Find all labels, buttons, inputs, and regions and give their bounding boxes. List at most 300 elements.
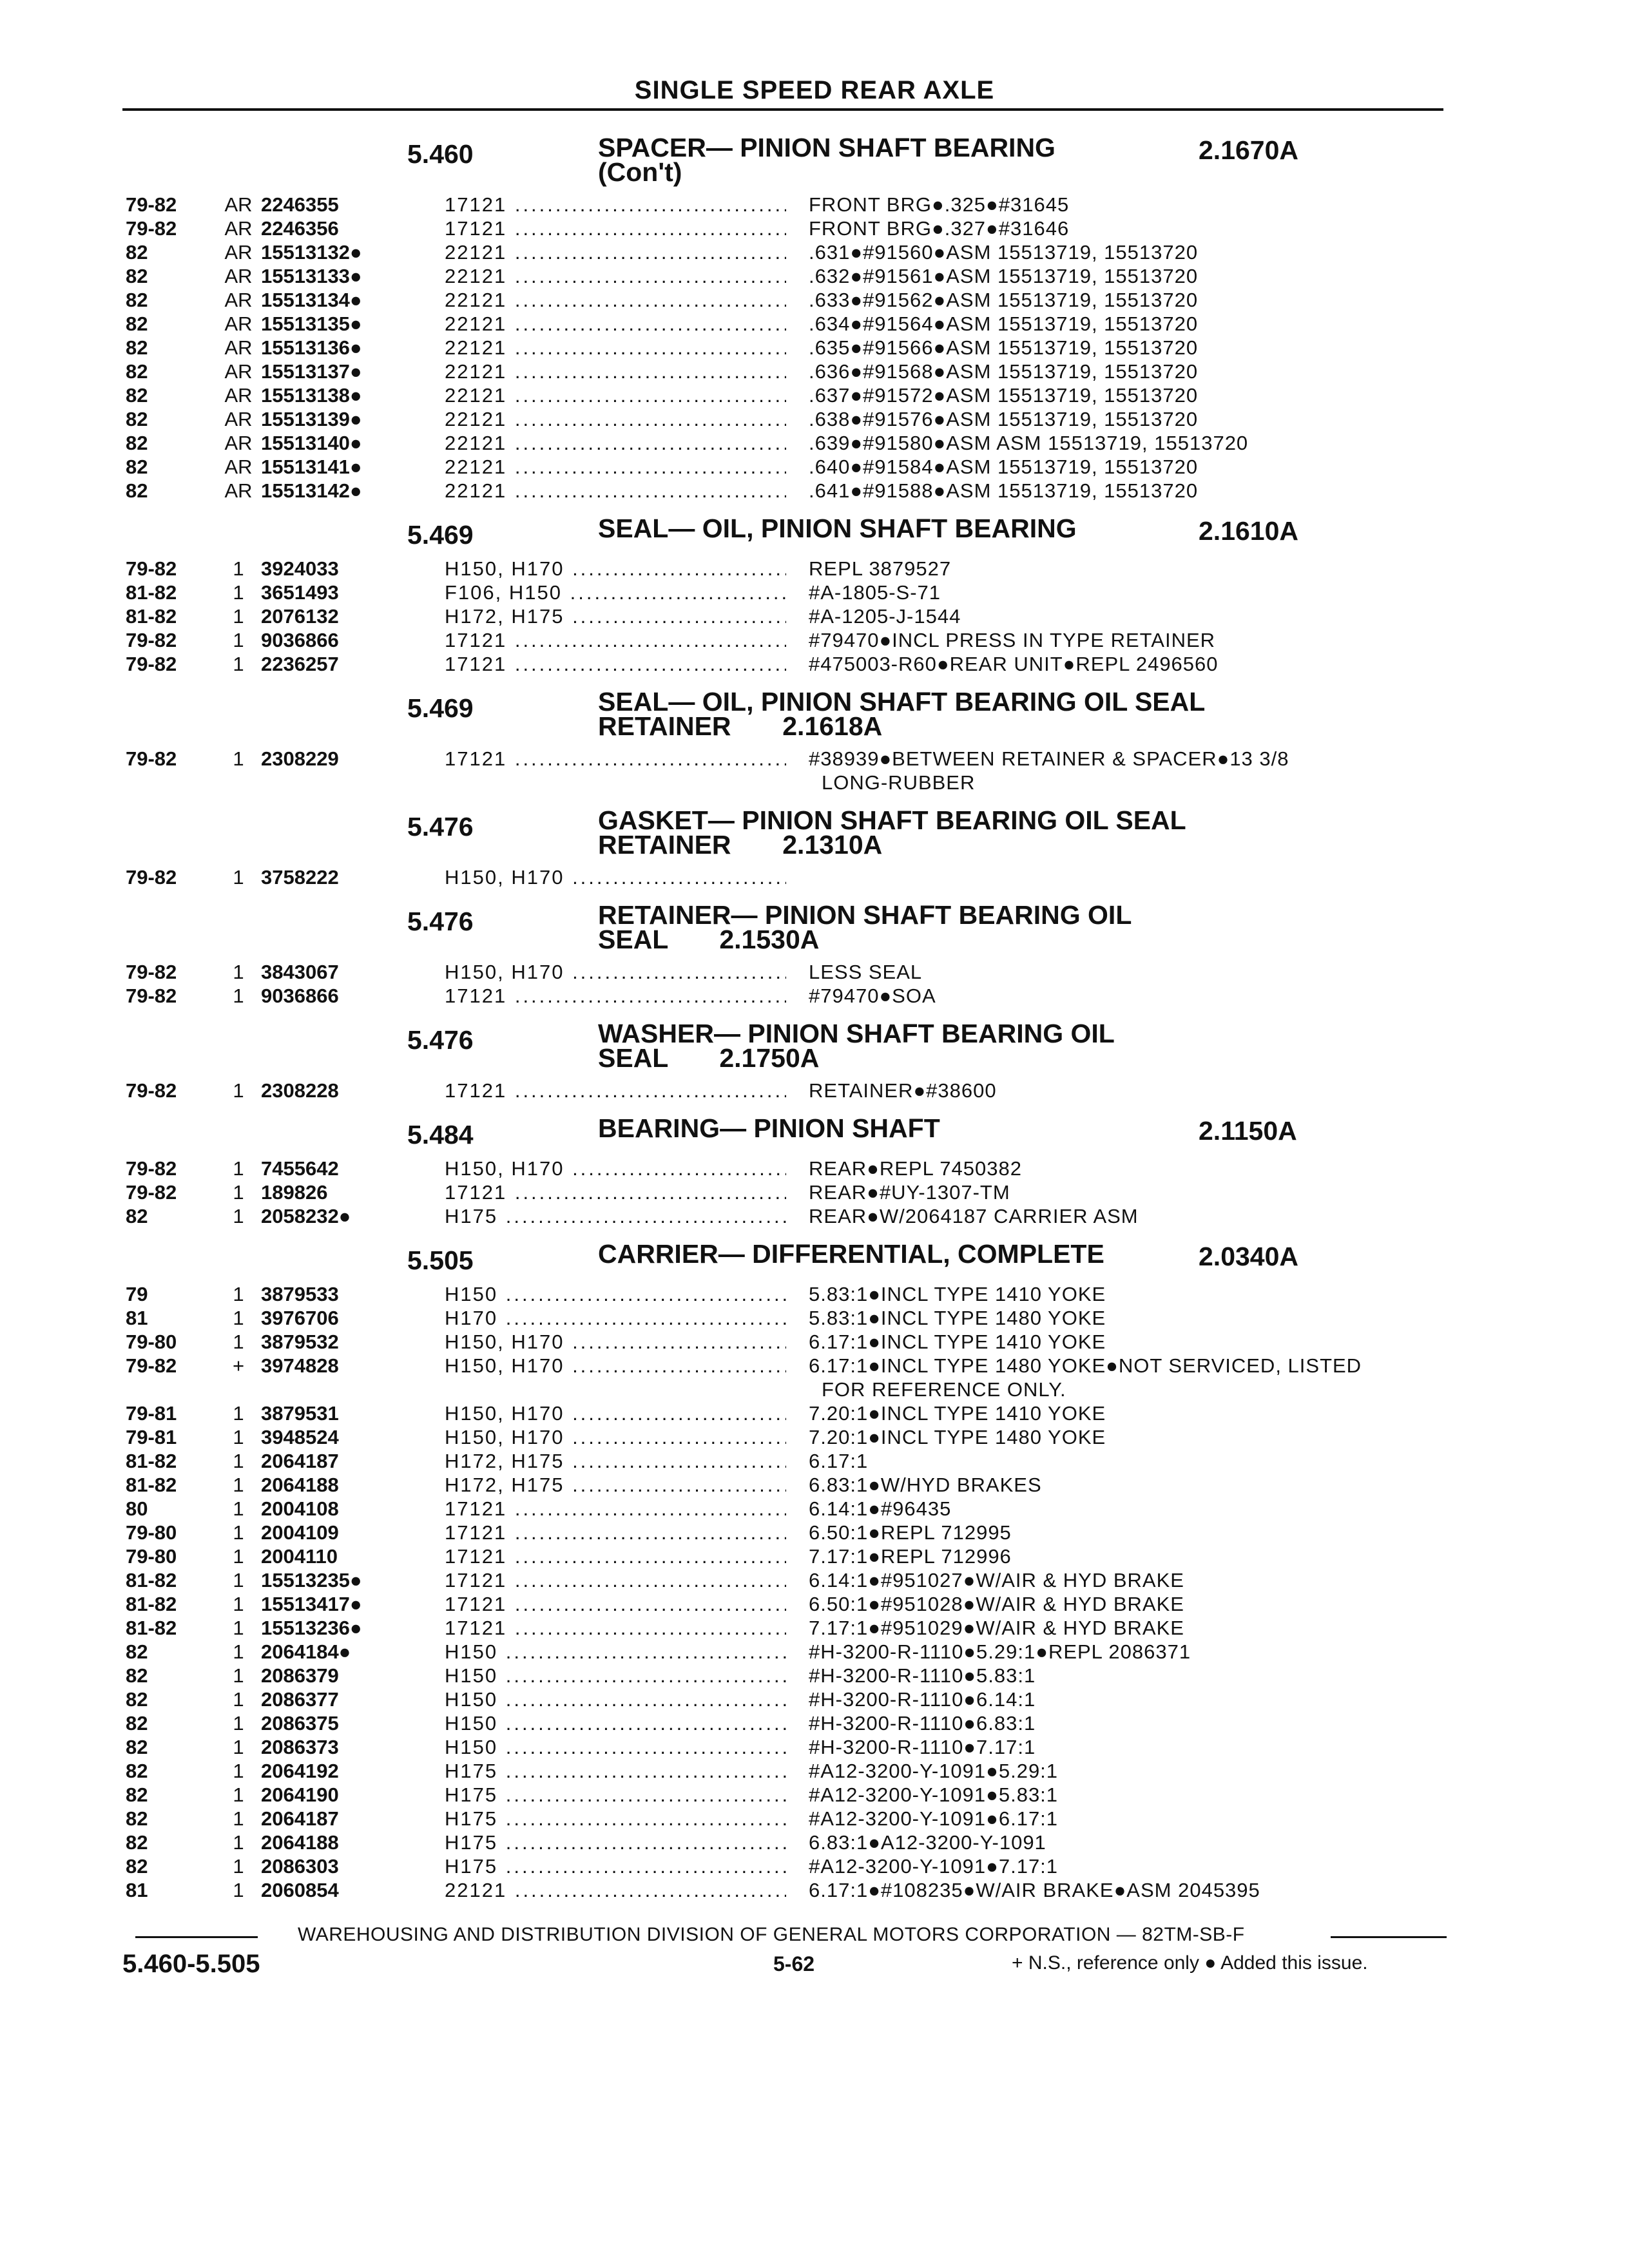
table-row <box>0 1615 1629 1639</box>
description: #A-1205-J-1544 <box>809 605 961 628</box>
table-row <box>0 1639 1629 1663</box>
quantity: AR <box>224 360 253 383</box>
model-code: H150 ..... <box>445 1664 786 1687</box>
model-year: 79 <box>126 1283 148 1305</box>
model-code: 17121 ..... <box>445 1181 786 1204</box>
quantity: 1 <box>233 1181 244 1204</box>
part-number: 2086377 <box>261 1688 339 1711</box>
table-row <box>0 1663 1629 1687</box>
table-row <box>0 1472 1629 1496</box>
table-row <box>0 1878 1629 1901</box>
quantity: 1 <box>233 1157 244 1180</box>
quantity: 1 <box>233 985 244 1007</box>
table-row <box>0 240 1629 264</box>
table-row <box>0 1806 1629 1830</box>
model-year: 81-82 <box>126 605 177 628</box>
section-header <box>0 1239 1629 1282</box>
quantity: 1 <box>233 1497 244 1520</box>
section-title <box>598 900 1132 954</box>
table-row <box>0 1520 1629 1544</box>
model-code: 17121 ..... <box>445 1569 786 1592</box>
model-code: 17121 ..... <box>445 653 786 676</box>
table-row <box>0 580 1629 604</box>
table-row <box>0 556 1629 580</box>
footer-publisher: WAREHOUSING AND DISTRIBUTION DIVISION OF GENERAL MOTORS CORPORATION — 82TM-SB-F <box>298 1924 1245 1945</box>
section-header <box>0 900 1629 959</box>
part-number: 15513133● <box>261 265 362 287</box>
quantity: 1 <box>233 1079 244 1102</box>
model-year: 81-82 <box>126 1474 177 1496</box>
quantity: 1 <box>233 961 244 983</box>
page-title: SINGLE SPEED REAR AXLE <box>634 76 995 104</box>
description: #H-3200-R-1110●6.83:1 <box>809 1712 1036 1735</box>
model-year: 79-82 <box>126 193 177 216</box>
part-number: 15513137● <box>261 360 362 383</box>
table-row <box>0 407 1629 430</box>
section-code: 2.1150A <box>1199 1116 1297 1146</box>
model-code: H150, H170 ..... <box>445 1331 786 1354</box>
part-number: 2004110 <box>261 1545 338 1568</box>
model-code: H175 ..... <box>445 1831 786 1854</box>
model-year: 82 <box>126 312 148 335</box>
quantity: 1 <box>233 1426 244 1448</box>
section-number: 5.476 <box>407 1025 474 1055</box>
part-number: 3976706 <box>261 1307 339 1329</box>
quantity: AR <box>224 241 253 264</box>
part-number: 2086375 <box>261 1712 339 1735</box>
part-number: 3879533 <box>261 1283 339 1305</box>
model-code: 22121 ..... <box>445 241 786 264</box>
table-row <box>0 1591 1629 1615</box>
section-title-line: RETAINER— PINION SHAFT BEARING OIL <box>598 900 1132 930</box>
model-year: 82 <box>126 289 148 311</box>
description: #H-3200-R-1110●5.29:1●REPL 2086371 <box>809 1640 1191 1663</box>
description: 7.17:1●#951029●W/AIR & HYD BRAKE <box>809 1617 1184 1639</box>
model-year: 80 <box>126 1497 148 1520</box>
table-row <box>0 1180 1629 1204</box>
description: 6.50:1●REPL 712995 <box>809 1521 1012 1544</box>
description-line: FOR REFERENCE ONLY. <box>822 1378 1066 1401</box>
section-number: 5.476 <box>407 812 474 841</box>
model-year: 79-82 <box>126 557 177 580</box>
description: 6.17:1●INCL TYPE 1410 YOKE <box>809 1331 1106 1353</box>
part-number: 2064187 <box>261 1450 339 1472</box>
part-number: 2308229 <box>261 747 339 770</box>
quantity: AR <box>224 265 253 287</box>
quantity: 1 <box>233 629 244 651</box>
model-code: 17121 ..... <box>445 1079 786 1102</box>
model-year: 79-82 <box>126 747 177 770</box>
model-year: 82 <box>126 456 148 478</box>
description: .631●#91560●ASM 15513719, 15513720 <box>809 241 1199 264</box>
section-title-line: (Con't) <box>598 157 682 187</box>
model-year: 82 <box>126 1640 148 1663</box>
table-row <box>0 1496 1629 1520</box>
section-header <box>0 135 1629 192</box>
table-row <box>0 628 1629 651</box>
quantity: 1 <box>233 1205 244 1227</box>
description: #A12-3200-Y-1091●7.17:1 <box>809 1855 1059 1878</box>
quantity: 1 <box>233 1712 244 1735</box>
model-year: 82 <box>126 360 148 383</box>
model-year: 79-80 <box>126 1545 177 1568</box>
part-number: 15513235● <box>261 1569 362 1591</box>
description: REAR●W/2064187 CARRIER ASM <box>809 1205 1139 1227</box>
part-number: 2308228 <box>261 1079 339 1102</box>
model-year: 82 <box>126 1807 148 1830</box>
model-code: 17121 ..... <box>445 985 786 1008</box>
footer-rule-left <box>135 1936 258 1938</box>
footer-section-range: 5.460-5.505 <box>122 1950 260 1978</box>
table-row <box>0 865 1629 889</box>
description: .640●#91584●ASM 15513719, 15513720 <box>809 456 1199 478</box>
description: .634●#91564●ASM 15513719, 15513720 <box>809 312 1199 335</box>
quantity: 1 <box>233 1307 244 1329</box>
part-number: 2086303 <box>261 1855 339 1878</box>
model-year: 81 <box>126 1307 148 1329</box>
quantity: 1 <box>233 1569 244 1591</box>
model-year: 79-81 <box>126 1402 177 1425</box>
model-year: 82 <box>126 241 148 264</box>
description: #H-3200-R-1110●5.83:1 <box>809 1664 1036 1687</box>
table-row <box>0 478 1629 502</box>
model-code: 22121 ..... <box>445 456 786 479</box>
footer-page-number: 5-62 <box>773 1952 815 1975</box>
description-line: LONG-RUBBER <box>822 771 976 794</box>
part-number: 3974828 <box>261 1354 339 1377</box>
model-code: H150 ..... <box>445 1712 786 1735</box>
section-number: 5.484 <box>407 1120 474 1149</box>
part-number: 3879531 <box>261 1402 339 1425</box>
model-year: 81-82 <box>126 1569 177 1591</box>
section-number: 5.469 <box>407 520 474 550</box>
table-row <box>0 651 1629 675</box>
model-year: 82 <box>126 1783 148 1806</box>
section-title <box>598 516 1077 541</box>
section-title <box>598 1113 940 1143</box>
model-year: 82 <box>126 1664 148 1687</box>
table-row <box>0 1305 1629 1329</box>
model-year: 79-82 <box>126 629 177 651</box>
section-header <box>0 516 1629 556</box>
description: LESS SEAL <box>809 961 923 983</box>
model-year: 79-82 <box>126 961 177 983</box>
quantity: 1 <box>233 1402 244 1425</box>
model-code: 22121 ..... <box>445 336 786 360</box>
quantity: 1 <box>233 1760 244 1782</box>
description: #79470●INCL PRESS IN TYPE RETAINER <box>809 629 1216 651</box>
table-row <box>0 1078 1629 1102</box>
part-number: 3879532 <box>261 1331 339 1353</box>
model-year: 79-82 <box>126 985 177 1007</box>
part-number: 2058232● <box>261 1205 351 1227</box>
model-code: H150, H170 ..... <box>445 1402 786 1425</box>
description: REPL 3879527 <box>809 557 952 580</box>
quantity: 1 <box>233 1283 244 1305</box>
part-number: 3948524 <box>261 1426 339 1448</box>
description: #A12-3200-Y-1091●5.83:1 <box>809 1783 1059 1806</box>
section-title-line: BEARING— PINION SHAFT <box>598 1113 940 1143</box>
section-header <box>0 1113 1629 1156</box>
quantity: AR <box>224 312 253 335</box>
description-continuation <box>0 1377 1629 1401</box>
model-year: 82 <box>126 408 148 430</box>
quantity: 1 <box>233 581 244 604</box>
model-code: 22121 ..... <box>445 360 786 383</box>
description: FRONT BRG●.325●#31645 <box>809 193 1070 216</box>
section-title-line: SEAL 2.1750A <box>598 1043 820 1073</box>
model-code: 22121 ..... <box>445 312 786 336</box>
quantity: 1 <box>233 1331 244 1353</box>
section-header <box>0 1021 1629 1078</box>
parts-catalog-body <box>0 135 1629 1916</box>
model-year: 81-82 <box>126 1593 177 1615</box>
description: 6.50:1●#951028●W/AIR & HYD BRAKE <box>809 1593 1184 1615</box>
description: 6.14:1●#96435 <box>809 1497 952 1520</box>
description: .633●#91562●ASM 15513719, 15513720 <box>809 289 1199 311</box>
table-row <box>0 1711 1629 1735</box>
table-row <box>0 264 1629 287</box>
section-title-line: SEAL 2.1530A <box>598 925 820 954</box>
model-code: H150 ..... <box>445 1640 786 1664</box>
quantity: 1 <box>233 1807 244 1830</box>
model-code: H172, H175 ..... <box>445 605 786 628</box>
part-number: 3843067 <box>261 961 339 983</box>
part-number: 2076132 <box>261 605 339 628</box>
description: 6.83:1●W/HYD BRAKES <box>809 1474 1042 1496</box>
quantity: 1 <box>233 1450 244 1472</box>
description: .635●#91566●ASM 15513719, 15513720 <box>809 336 1199 359</box>
section-title <box>598 1019 1115 1073</box>
model-code: H175 ..... <box>445 1205 786 1228</box>
model-code: H150, H170 ..... <box>445 866 786 889</box>
part-number: 9036866 <box>261 985 339 1007</box>
model-code: H172, H175 ..... <box>445 1450 786 1473</box>
model-year: 82 <box>126 432 148 454</box>
table-row <box>0 1448 1629 1472</box>
model-code: F106, H150 ..... <box>445 581 786 604</box>
description: #H-3200-R-1110●7.17:1 <box>809 1736 1036 1758</box>
part-number: 15513142● <box>261 479 362 502</box>
section-title-line: CARRIER— DIFFERENTIAL, COMPLETE <box>598 1239 1104 1269</box>
section-number: 5.476 <box>407 907 474 936</box>
model-year: 82 <box>126 1736 148 1758</box>
part-number: 15513236● <box>261 1617 362 1639</box>
description: 7.20:1●INCL TYPE 1480 YOKE <box>809 1426 1106 1448</box>
description: 6.17:1●INCL TYPE 1480 YOKE●NOT SERVICED, LISTED <box>809 1354 1362 1377</box>
part-number: 7455642 <box>261 1157 339 1180</box>
section-header <box>0 689 1629 746</box>
part-number: 2064188 <box>261 1831 339 1854</box>
description: #A-1805-S-71 <box>809 581 941 604</box>
description: 5.83:1●INCL TYPE 1410 YOKE <box>809 1283 1106 1305</box>
description: REAR●REPL 7450382 <box>809 1157 1022 1180</box>
model-year: 82 <box>126 384 148 407</box>
model-code: H150, H170 ..... <box>445 1426 786 1449</box>
model-year: 79-80 <box>126 1331 177 1353</box>
model-year: 81-82 <box>126 1450 177 1472</box>
description: REAR●#UY-1307-TM <box>809 1181 1010 1204</box>
model-year: 82 <box>126 1712 148 1735</box>
model-year: 82 <box>126 1855 148 1878</box>
description: #H-3200-R-1110●6.14:1 <box>809 1688 1036 1711</box>
quantity: 1 <box>233 1879 244 1901</box>
section-title-line: SEAL— OIL, PINION SHAFT BEARING OIL SEAL <box>598 687 1206 716</box>
model-code: H150, H170 ..... <box>445 1354 786 1378</box>
part-number: 2086379 <box>261 1664 339 1687</box>
section-title-line: SEAL— OIL, PINION SHAFT BEARING <box>598 514 1077 543</box>
part-number: 2246356 <box>261 217 339 240</box>
model-year: 82 <box>126 265 148 287</box>
model-code: 17121 ..... <box>445 629 786 652</box>
description: FRONT BRG●.327●#31646 <box>809 217 1070 240</box>
model-year: 79-82 <box>126 1079 177 1102</box>
quantity: 1 <box>233 1831 244 1854</box>
quantity: 1 <box>233 1688 244 1711</box>
quantity: AR <box>224 432 253 454</box>
model-code: 22121 ..... <box>445 479 786 503</box>
description: .638●#91576●ASM 15513719, 15513720 <box>809 408 1199 430</box>
model-year: 79-81 <box>126 1426 177 1448</box>
model-year: 79-82 <box>126 653 177 675</box>
description: 5.83:1●INCL TYPE 1480 YOKE <box>809 1307 1106 1329</box>
part-number: 2004109 <box>261 1521 339 1544</box>
model-code: 22121 ..... <box>445 384 786 407</box>
model-code: 22121 ..... <box>445 289 786 312</box>
table-row <box>0 1568 1629 1591</box>
section-title <box>598 687 1206 741</box>
part-number: 15513134● <box>261 289 362 311</box>
table-row <box>0 1156 1629 1180</box>
model-code: 17121 ..... <box>445 1593 786 1616</box>
model-year: 79-82 <box>126 217 177 240</box>
quantity: AR <box>224 336 253 359</box>
part-number: 2060854 <box>261 1879 339 1901</box>
part-number: 3758222 <box>261 866 339 889</box>
model-code: 22121 ..... <box>445 1879 786 1902</box>
part-number: 2064192 <box>261 1760 339 1782</box>
table-row <box>0 746 1629 770</box>
part-number: 3651493 <box>261 581 339 604</box>
model-year: 79-80 <box>126 1521 177 1544</box>
table-row <box>0 1854 1629 1878</box>
section-title-line: GASKET— PINION SHAFT BEARING OIL SEAL <box>598 805 1186 835</box>
section-header <box>0 805 1629 865</box>
table-row <box>0 1687 1629 1711</box>
quantity: 1 <box>233 1545 244 1568</box>
section-code: 2.1610A <box>1199 516 1299 546</box>
table-row <box>0 1282 1629 1305</box>
model-code: H175 ..... <box>445 1855 786 1878</box>
part-number: 15513140● <box>261 432 362 454</box>
table-row <box>0 430 1629 454</box>
description: 7.20:1●INCL TYPE 1410 YOKE <box>809 1402 1106 1425</box>
quantity: 1 <box>233 557 244 580</box>
description: .637●#91572●ASM 15513719, 15513720 <box>809 384 1199 407</box>
table-row <box>0 1758 1629 1782</box>
footer-legend: + N.S., reference only ● Added this issue. <box>1012 1952 1368 1974</box>
part-number: 2064187 <box>261 1807 339 1830</box>
part-number: 3924033 <box>261 557 339 580</box>
model-code: 17121 ..... <box>445 1521 786 1544</box>
quantity: 1 <box>233 866 244 889</box>
section-title-line: SPACER— PINION SHAFT BEARING <box>598 133 1055 162</box>
model-code: H150, H170 ..... <box>445 1157 786 1180</box>
description-continuation <box>0 770 1629 794</box>
quantity: + <box>232 1354 245 1377</box>
part-number: 2086373 <box>261 1736 339 1758</box>
model-code: H172, H175 ..... <box>445 1474 786 1497</box>
footer-rule-right <box>1331 1936 1447 1938</box>
section-title-line: RETAINER 2.1618A <box>598 711 883 741</box>
description: 6.83:1●A12-3200-Y-1091 <box>809 1831 1046 1854</box>
model-year: 82 <box>126 479 148 502</box>
description: 7.17:1●REPL 712996 <box>809 1545 1012 1568</box>
table-row <box>0 311 1629 335</box>
model-year: 82 <box>126 1205 148 1227</box>
table-row <box>0 1329 1629 1353</box>
section-title <box>598 1239 1104 1269</box>
part-number: 15513417● <box>261 1593 362 1615</box>
model-year: 82 <box>126 336 148 359</box>
quantity: AR <box>224 384 253 407</box>
model-code: 17121 ..... <box>445 217 786 240</box>
table-row <box>0 335 1629 359</box>
model-code: H150 ..... <box>445 1736 786 1759</box>
description: #79470●SOA <box>809 985 936 1007</box>
table-row <box>0 1204 1629 1227</box>
section-code: 2.0340A <box>1199 1242 1299 1271</box>
model-code: H150 ..... <box>445 1688 786 1711</box>
part-number: 15513132● <box>261 241 362 264</box>
section-title-line: RETAINER 2.1310A <box>598 830 883 860</box>
section-number: 5.469 <box>407 693 474 723</box>
quantity: 1 <box>233 1640 244 1663</box>
table-row <box>0 287 1629 311</box>
model-year: 82 <box>126 1831 148 1854</box>
description: .632●#91561●ASM 15513719, 15513720 <box>809 265 1199 287</box>
part-number: 189826 <box>261 1181 328 1204</box>
description: 6.17:1●#108235●W/AIR BRAKE●ASM 2045395 <box>809 1879 1260 1901</box>
quantity: AR <box>224 408 253 430</box>
table-row <box>0 1401 1629 1425</box>
part-number: 2064184● <box>261 1640 351 1663</box>
section-number: 5.460 <box>407 139 474 169</box>
model-year: 79-82 <box>126 1157 177 1180</box>
part-number: 15513141● <box>261 456 362 478</box>
title-rule <box>122 108 1443 111</box>
table-row <box>0 983 1629 1007</box>
model-code: 17121 ..... <box>445 747 786 771</box>
description: 6.17:1 <box>809 1450 869 1472</box>
description: 6.14:1●#951027●W/AIR & HYD BRAKE <box>809 1569 1184 1591</box>
model-year: 79-82 <box>126 1354 177 1377</box>
model-code: 22121 ..... <box>445 432 786 455</box>
model-year: 81-82 <box>126 1617 177 1639</box>
part-number: 15513138● <box>261 384 362 407</box>
table-row <box>0 1353 1629 1377</box>
model-code: 17121 ..... <box>445 1545 786 1568</box>
model-code: H175 ..... <box>445 1783 786 1807</box>
table-row <box>0 454 1629 478</box>
table-row <box>0 1544 1629 1568</box>
model-code: 17121 ..... <box>445 193 786 216</box>
section-gap <box>0 1901 1629 1916</box>
model-code: 17121 ..... <box>445 1497 786 1521</box>
quantity: 1 <box>233 1783 244 1806</box>
model-code: H150, H170 ..... <box>445 961 786 984</box>
part-number: 2064190 <box>261 1783 339 1806</box>
